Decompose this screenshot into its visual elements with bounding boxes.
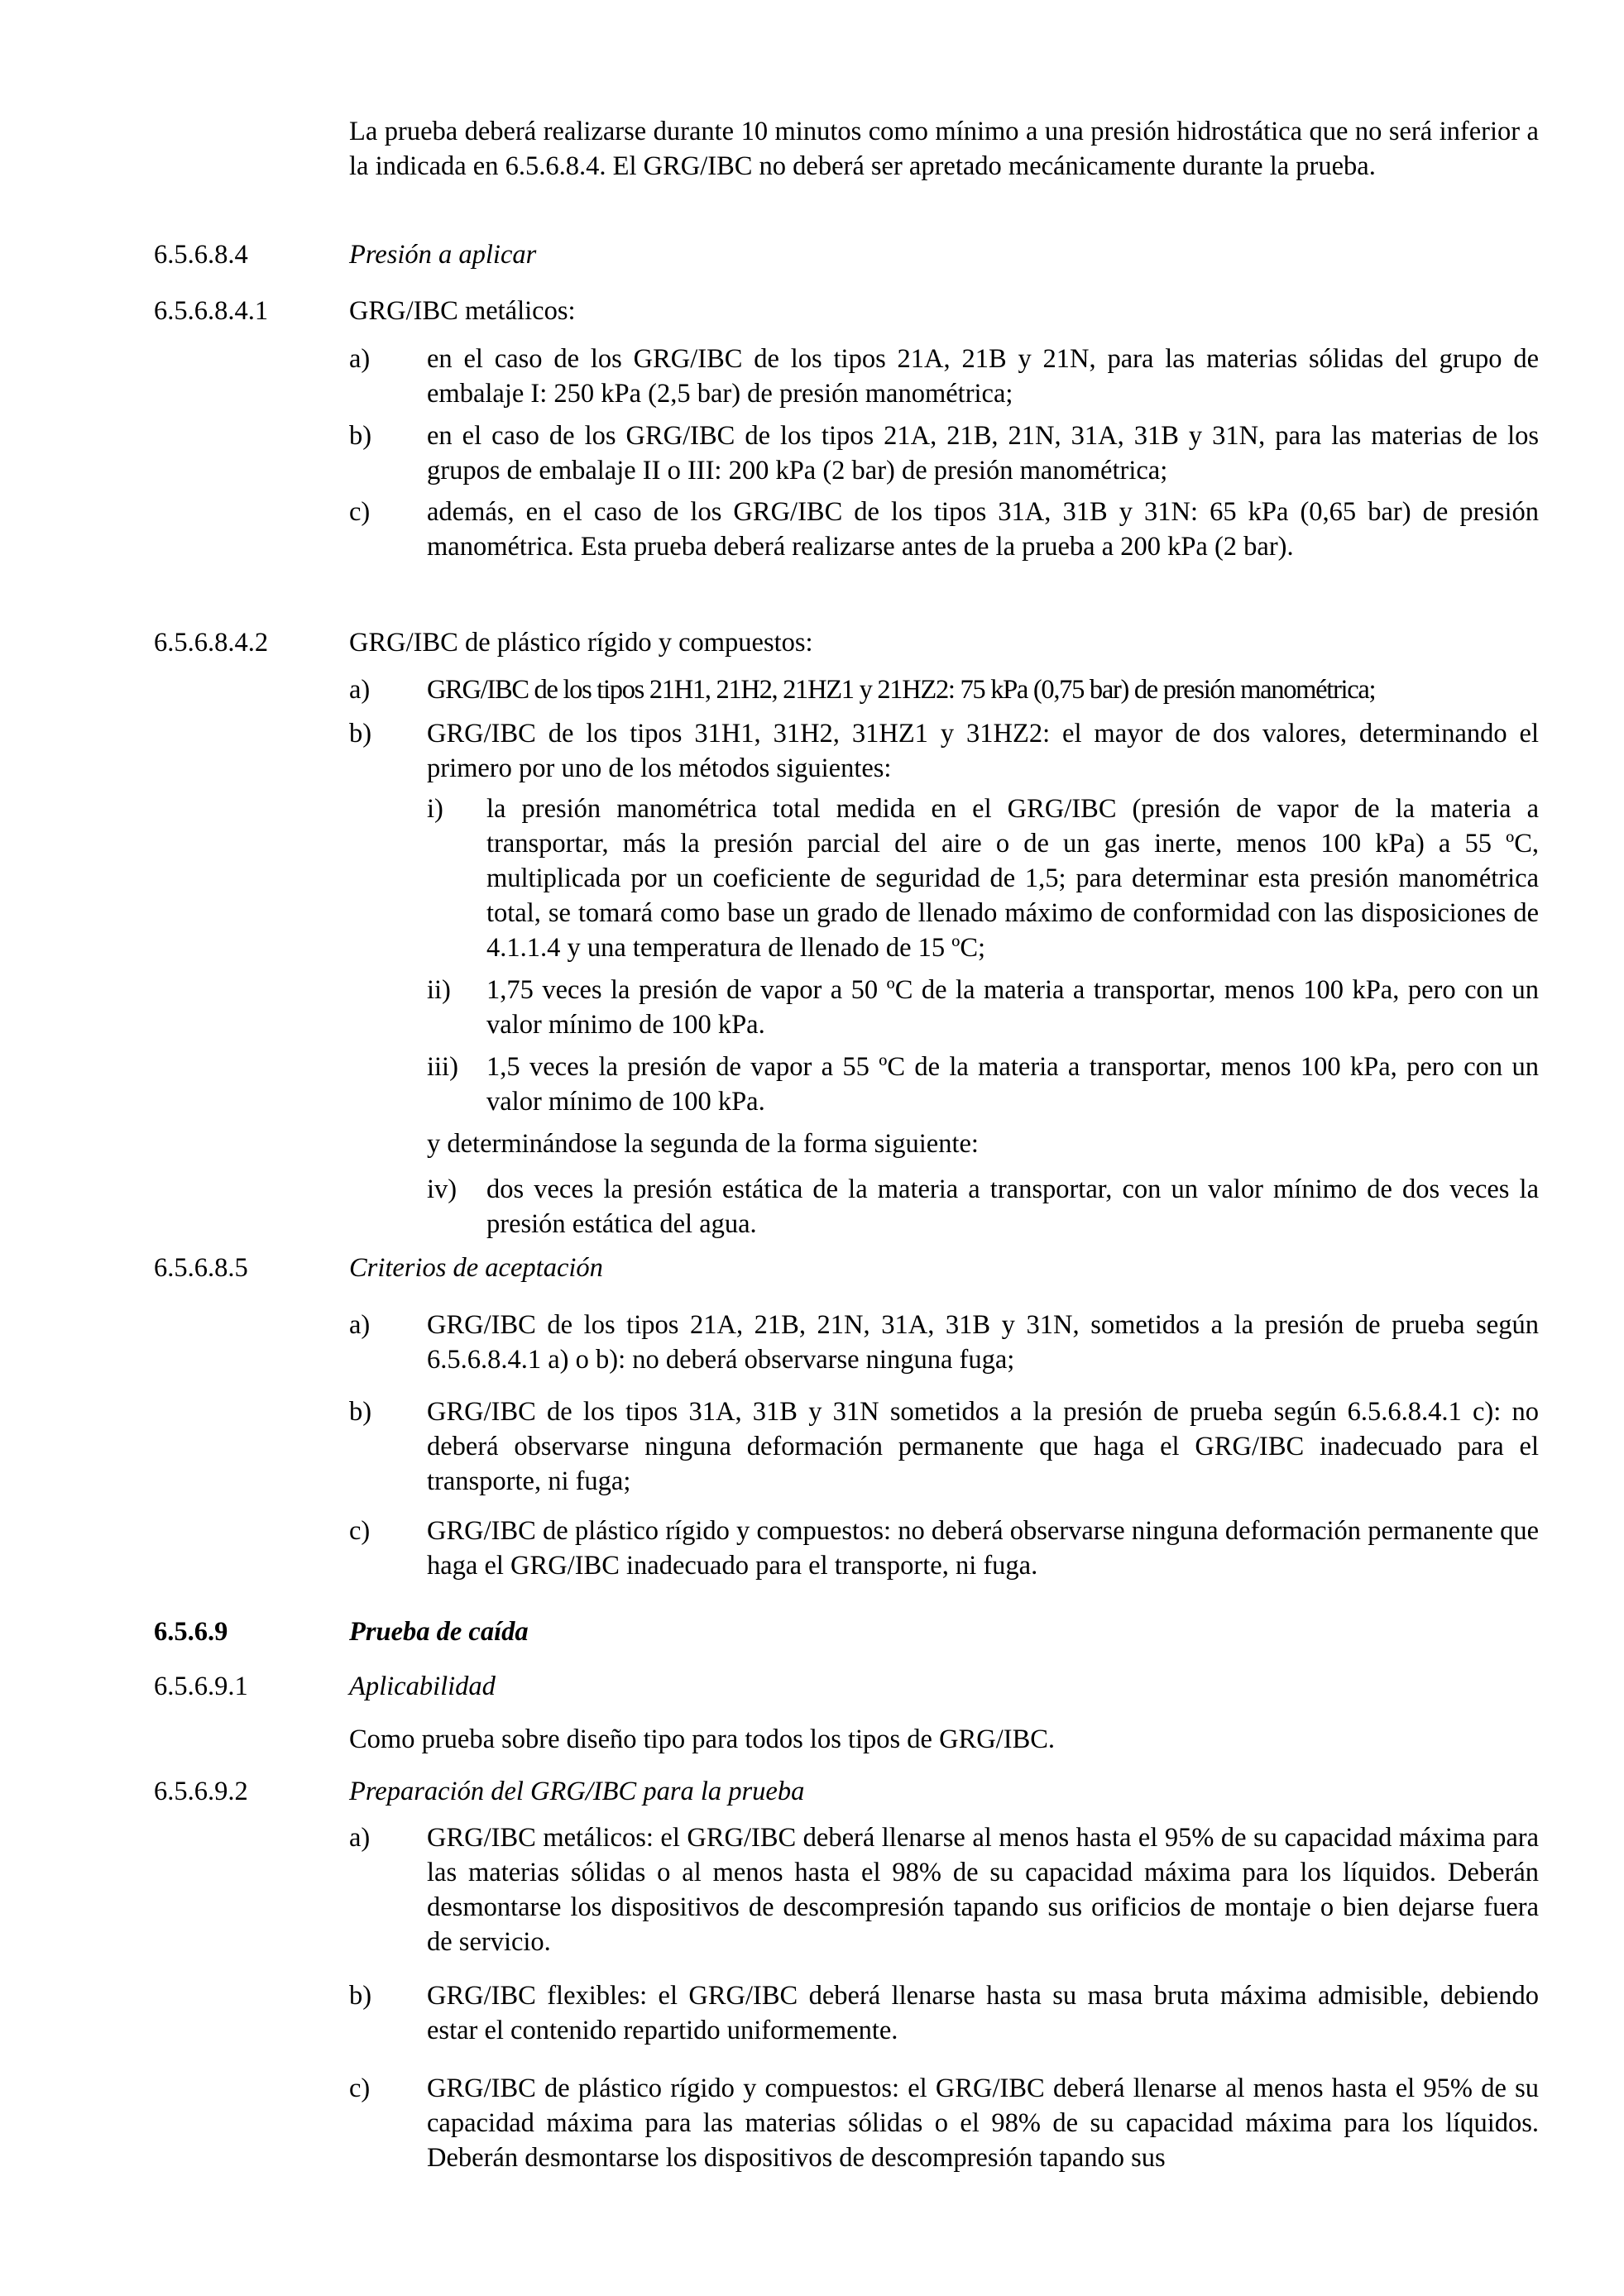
sub-list-item-text: 1,5 veces la presión de vapor a 55 ºC de la materia a transportar, menos 100 kPa, pero con un valor mínimo de 100 kPa. xyxy=(486,1052,1539,1117)
sub-list-item xyxy=(427,792,1539,965)
section-title-plastico-rigido: GRG/IBC de plástico rígido y compuestos: xyxy=(349,628,813,658)
list-item-text: GRG/IBC de plástico rígido y compuestos: no deberá observarse ninguna deformación permanente que haga el GRG/IBC inadecuado para el transporte, ni fuga. xyxy=(427,1516,1539,1581)
sub-list-item-text: dos veces la presión estática de la materia a transportar, con un valor mínimo de dos veces la presión estática del agua. xyxy=(486,1174,1539,1239)
list-marker: c) xyxy=(349,497,371,527)
list-item xyxy=(349,1394,1539,1499)
sub-list-item xyxy=(427,1050,1539,1119)
section-title-prueba-de-caida: Prueba de caída xyxy=(349,1617,529,1647)
list-item xyxy=(349,1514,1539,1583)
list-marker: a) xyxy=(349,1823,371,1853)
sub-list-item xyxy=(427,1172,1539,1241)
section-number-6-5-6-8-5: 6.5.6.8.5 xyxy=(154,1253,248,1283)
list-item xyxy=(349,1820,1539,1959)
list-item xyxy=(349,672,1539,707)
list-marker: b) xyxy=(349,421,372,451)
section-number-6-5-6-8-4-1: 6.5.6.8.4.1 xyxy=(154,296,269,326)
list-item-text: GRG/IBC de los tipos 21A, 21B, 21N, 31A, 31B y 31N, sometidos a la presión de prueba según 6.5.6.8.4.1 a) o b): no deberá observarse ninguna fuga; xyxy=(427,1310,1539,1375)
list-marker: a) xyxy=(349,344,371,374)
intro-paragraph: La prueba deberá realizarse durante 10 minutos como mínimo a una presión hidrostática que no será inferior a la indicada en 6.5.6.8.4. El GRG/IBC no deberá ser apretado mecánicamente durante la prueba. xyxy=(349,117,1539,181)
list-marker: b) xyxy=(349,1981,372,2011)
section-number-6-5-6-8-4-2: 6.5.6.8.4.2 xyxy=(154,628,269,658)
list-item-text: GRG/IBC de los tipos 21H1, 21H2, 21HZ1 y 21HZ2: 75 kPa (0,75 bar) de presión manométrica; xyxy=(427,675,1376,705)
section-title-criterios-de-aceptacion: Criterios de aceptación xyxy=(349,1253,603,1283)
section-title-presion-a-aplicar: Presión a aplicar xyxy=(349,240,537,270)
section-number-6-5-6-9: 6.5.6.9 xyxy=(154,1617,228,1647)
section-title-aplicabilidad: Aplicabilidad xyxy=(349,1672,496,1701)
list-item xyxy=(349,1978,1539,2048)
list-item-text: GRG/IBC flexibles: el GRG/IBC deberá llenarse hasta su masa bruta máxima admisible, debiendo estar el contenido repartido uniformemente. xyxy=(427,1981,1539,2045)
list-marker: b) xyxy=(349,1397,372,1427)
second-value-intro: y determinándose la segunda de la forma siguiente: xyxy=(427,1129,979,1159)
list-marker: a) xyxy=(349,675,371,705)
list-marker: c) xyxy=(349,1516,371,1546)
list-item xyxy=(349,1308,1539,1377)
list-marker: a) xyxy=(349,1310,371,1340)
sub-list-marker: i) xyxy=(427,794,443,824)
list-item xyxy=(349,716,1539,786)
section-title-grg-metalicos: GRG/IBC metálicos: xyxy=(349,296,576,326)
list-marker: b) xyxy=(349,719,372,749)
section-number-6-5-6-9-2: 6.5.6.9.2 xyxy=(154,1777,248,1806)
sub-list-item-text: la presión manométrica total medida en el GRG/IBC (presión de vapor de la materia a transportar, más la presión parcial del aire o de un gas inerte, menos 100 kPa) a 55 ºC, multiplicada por un coeficiente de seguridad de 1,5; para determinar esta presión manométrica total, se tomará como base un grado de llenado máximo de conformidad con las disposiciones de 4.1.1.4 y una temperatura de llenado de 15 ºC; xyxy=(486,794,1539,963)
list-item-text: GRG/IBC de los tipos 31A, 31B y 31N sometidos a la presión de prueba según 6.5.6.8.4.1 c): no deberá observarse ninguna deformación permanente que haga el GRG/IBC inadecuado para el transporte, ni fuga; xyxy=(427,1397,1539,1496)
list-item-text: en el caso de los GRG/IBC de los tipos 21A, 21B, 21N, 31A, 31B y 31N, para las materias de los grupos de embalaje II o III: 200 kPa (2 bar) de presión manométrica; xyxy=(427,421,1539,486)
sub-list-item xyxy=(427,973,1539,1042)
sub-list-item-text: 1,75 veces la presión de vapor a 50 ºC de la materia a transportar, menos 100 kPa, pero con un valor mínimo de 100 kPa. xyxy=(486,975,1539,1040)
list-marker: c) xyxy=(349,2074,371,2103)
list-item xyxy=(349,495,1539,564)
section-number-6-5-6-8-4: 6.5.6.8.4 xyxy=(154,240,248,270)
section-number-6-5-6-9-1: 6.5.6.9.1 xyxy=(154,1672,248,1701)
list-item-text: en el caso de los GRG/IBC de los tipos 21A, 21B y 21N, para las materias sólidas del grupo de embalaje I: 250 kPa (2,5 bar) de presión manométrica; xyxy=(427,344,1539,409)
list-item-text: GRG/IBC de plástico rígido y compuestos: el GRG/IBC deberá llenarse al menos hasta el 95% de su capacidad máxima para las materias sólidas o el 98% de su capacidad máxima para los líquidos. Deberán desmontarse los dispositivos de descompresión tapando sus xyxy=(427,2074,1539,2173)
section-title-preparacion: Preparación del GRG/IBC para la prueba xyxy=(349,1777,805,1806)
sub-list-marker: ii) xyxy=(427,975,451,1005)
list-item-text: además, en el caso de los GRG/IBC de los tipos 31A, 31B y 31N: 65 kPa (0,65 bar) de presión manométrica. Esta prueba deberá realizarse antes de la prueba a 200 kPa (2 bar). xyxy=(427,497,1539,562)
list-item-text: GRG/IBC metálicos: el GRG/IBC deberá llenarse al menos hasta el 95% de su capacidad máxima para las materias sólidas o al menos hasta el 98% de su capacidad máxima para los líquidos. Deberán desmontarse los dispositivos de descompresión tapando sus orificios de montaje o bien dejarse fuera de servicio. xyxy=(427,1823,1539,1957)
sub-list-marker: iii) xyxy=(427,1052,458,1082)
list-item-text: GRG/IBC de los tipos 31H1, 31H2, 31HZ1 y 31HZ2: el mayor de dos valores, determinando el primero por uno de los métodos siguientes: xyxy=(427,719,1539,783)
sub-list-marker: iv) xyxy=(427,1174,457,1204)
aplicabilidad-text: Como prueba sobre diseño tipo para todos los tipos de GRG/IBC. xyxy=(349,1724,1056,1754)
list-item xyxy=(349,419,1539,488)
list-item xyxy=(349,342,1539,411)
list-item xyxy=(349,2071,1539,2175)
